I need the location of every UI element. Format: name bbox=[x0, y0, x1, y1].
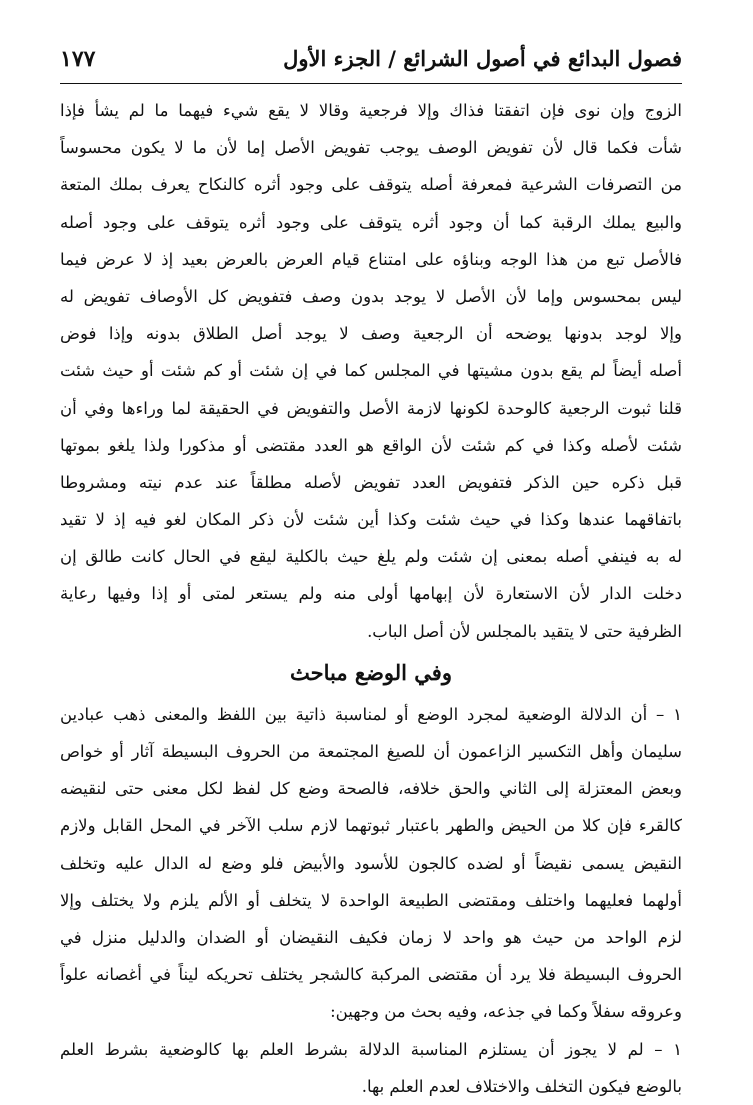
text-line: ١ – لم لا يجوز أن يستلزم المناسبة الدلالة بشرط العلم بها كالوضعية بشرط العلم bbox=[60, 1039, 682, 1059]
text-line: من التصرفات الشرعية فمعرفة أصله يتوقف على وجود أثره كالنكاح يعرف بملك المتعة bbox=[60, 175, 682, 195]
text-line: أولهما فعليهما واختلف ومقتضى الطبيعة الواحدة لا يتخلف أو الألم يلزم ولا يختلف وإلا bbox=[60, 890, 682, 910]
text-line: قبل ذكره حين الذكر فتفويض العدد تفويض لأصله مطلقاً عند عدم نيته ومشروطا bbox=[60, 472, 682, 492]
text-line: لزم الواحد من حيث هو واحد لا زمان فكيف النقيضان أو الضدان والدليل منزل في bbox=[60, 927, 682, 947]
paragraph-3 bbox=[60, 1031, 682, 1105]
document-page bbox=[60, 40, 682, 1105]
text-line: بالوضع فيكون التخلف والاختلاف لعدم العلم بها. bbox=[361, 1076, 682, 1096]
section-heading: وفي الوضع مباحث bbox=[290, 659, 452, 685]
text-line: قلنا ثبوت الرجعية كالوحدة لكونها لازمة الأصل والتفويض في الحقيقة لما وراءها وفي أن bbox=[60, 398, 682, 418]
paragraph-1 bbox=[60, 92, 682, 650]
text-line: سليمان وأهل التكسير الزاعمون أن للصيغ المجتمعة من الحروف البسيطة آثار أو خواص bbox=[60, 742, 682, 761]
text-line: وبعض المعتزلة إلى الثاني والحق خلافه، فالصحة وضع كل لفظ لكل معنى حتى لنقيضه bbox=[60, 779, 682, 799]
text-line: أصله أيضاً لم يقع بدون مشيتها في المجلس كما في إن شئت أو كم شئت أو حيث شئت bbox=[60, 361, 682, 381]
text-line: دخلت الدار لأن الاستعارة لأن إبهامها أولى منه ولم يستعر لمتى أو إذا وفيها رعاية bbox=[60, 584, 682, 604]
text-line: الحروف البسيطة فلا يرد أن مقتضى المركبة كالشجر يختلف تحريكه ليناً في أغصانه علواً bbox=[60, 965, 682, 985]
text-line: كالقرء فإن كلا من الحيض والطهر باعتبار ثبوتهما لازم سلب الآخر في المحل القابل ولازم bbox=[60, 816, 682, 836]
text-line: له به فينفي أصله بمعنى إن شئت ولم يلغ حيث بالكلية ليقع في الحال كانت طالق إن bbox=[60, 547, 682, 567]
text-line: باتفاقهما عندها وكذا في حيث شئت وكذا أين شئت لأن ذكر المكان لغو فيه إذ لا تقيد bbox=[60, 510, 682, 530]
text-line: وعروقه سفلاً وكما في جذعه، وفيه بحث من وجهين: bbox=[330, 1002, 682, 1022]
text-line: الزوج وإن نوى فإن اتفقتا فذاك وإلا فرجعية وقالا لا يقع شيء فيهما ما لم يشأ فإذا bbox=[60, 101, 682, 120]
text-line: شأت فكما قال لأن تفويض الوصف يوجب تفويض الأصل إما لأن ما لا يكون محسوساً bbox=[60, 138, 682, 158]
text-line: فالأصل تبع من هذا الوجه وبناؤه على امتناع قيام العرض بالعرض بعيد إذ لا عرض فيما bbox=[60, 249, 682, 269]
page-header bbox=[60, 40, 682, 84]
text-line: النقيض يسمى نقيضاً أو لضده كالجون للأسود والأبيض فلو وضع له الدال عليه وتخلف bbox=[60, 853, 682, 873]
text-line: وإلا لوجد بدونها يوضحه أن الرجعية وصف لا يوجد أصل الطلاق بدونه وإذا فوض bbox=[60, 324, 682, 344]
text-line: الظرفية حتى لا يتقيد بالمجلس لأن أصل الباب. bbox=[367, 621, 682, 641]
text-line: شئت لأصله وكذا في كم شئت لأن الواقع هو العدد مقتضى أو مذكورا ولذا يلغو بموتها bbox=[60, 435, 682, 455]
page-body bbox=[60, 92, 682, 1105]
running-title: فصول البدائع في أصول الشرائع / الجزء الأول bbox=[283, 46, 682, 71]
text-line: ليس بمحسوس وإما لأن الأصل لا يوجد بدون وصف فتفويض كل الأوصاف تفويض له bbox=[60, 286, 682, 306]
page-number: ١٧٧ bbox=[60, 46, 96, 72]
text-line: والبيع يملك الرقبة كما أن وجود أثره يتوقف على وجود أثره يتوقف على وجود أصله bbox=[60, 212, 682, 232]
text-line: ١ – أن الدلالة الوضعية لمجرد الوضع أو لمناسبة ذاتية بين اللفظ والمعنى ذهب عبادين bbox=[60, 704, 682, 724]
paragraph-2 bbox=[60, 696, 682, 1031]
